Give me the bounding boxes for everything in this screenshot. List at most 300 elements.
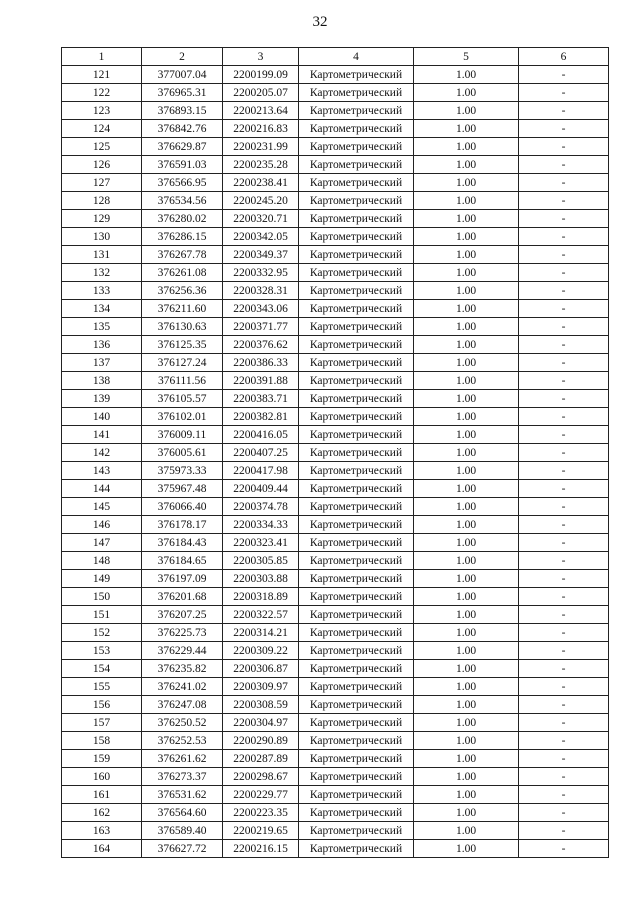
- header-cell-3: 3: [223, 48, 299, 66]
- y-coordinate-cell: 2200383.71: [223, 390, 299, 408]
- x-coordinate-cell: 376534.56: [142, 192, 223, 210]
- note-cell: -: [519, 732, 609, 750]
- table-row: [62, 228, 609, 246]
- method-cell: Картометрический: [299, 516, 414, 534]
- table-header: [62, 48, 609, 66]
- y-coordinate-cell: 2200303.88: [223, 570, 299, 588]
- accuracy-cell: 1.00: [414, 408, 519, 426]
- y-coordinate-cell: 2200374.78: [223, 498, 299, 516]
- note-cell: -: [519, 408, 609, 426]
- point-number-cell: 149: [62, 570, 142, 588]
- note-cell: -: [519, 534, 609, 552]
- accuracy-cell: 1.00: [414, 714, 519, 732]
- table-row: [62, 282, 609, 300]
- accuracy-cell: 1.00: [414, 660, 519, 678]
- method-cell: Картометрический: [299, 426, 414, 444]
- point-number-cell: 131: [62, 246, 142, 264]
- point-number-cell: 129: [62, 210, 142, 228]
- note-cell: -: [519, 660, 609, 678]
- point-number-cell: 151: [62, 606, 142, 624]
- method-cell: Картометрический: [299, 228, 414, 246]
- method-cell: Картометрический: [299, 606, 414, 624]
- x-coordinate-cell: 376184.65: [142, 552, 223, 570]
- note-cell: -: [519, 480, 609, 498]
- point-number-cell: 133: [62, 282, 142, 300]
- table-row: [62, 246, 609, 264]
- accuracy-cell: 1.00: [414, 84, 519, 102]
- x-coordinate-cell: 376842.76: [142, 120, 223, 138]
- note-cell: -: [519, 426, 609, 444]
- accuracy-cell: 1.00: [414, 624, 519, 642]
- point-number-cell: 154: [62, 660, 142, 678]
- method-cell: Картометрический: [299, 822, 414, 840]
- accuracy-cell: 1.00: [414, 678, 519, 696]
- x-coordinate-cell: 376125.35: [142, 336, 223, 354]
- point-number-cell: 150: [62, 588, 142, 606]
- note-cell: -: [519, 300, 609, 318]
- table-row: [62, 804, 609, 822]
- point-number-cell: 127: [62, 174, 142, 192]
- table-row: [62, 462, 609, 480]
- table-row: [62, 552, 609, 570]
- method-cell: Картометрический: [299, 264, 414, 282]
- point-number-cell: 144: [62, 480, 142, 498]
- method-cell: Картометрический: [299, 552, 414, 570]
- method-cell: Картометрический: [299, 372, 414, 390]
- table-body: [62, 66, 609, 858]
- x-coordinate-cell: 376207.25: [142, 606, 223, 624]
- point-number-cell: 146: [62, 516, 142, 534]
- x-coordinate-cell: 376111.56: [142, 372, 223, 390]
- x-coordinate-cell: 376252.53: [142, 732, 223, 750]
- accuracy-cell: 1.00: [414, 210, 519, 228]
- method-cell: Картометрический: [299, 732, 414, 750]
- method-cell: Картометрический: [299, 714, 414, 732]
- y-coordinate-cell: 2200235.28: [223, 156, 299, 174]
- y-coordinate-cell: 2200219.65: [223, 822, 299, 840]
- point-number-cell: 140: [62, 408, 142, 426]
- x-coordinate-cell: 376627.72: [142, 840, 223, 858]
- table-row: [62, 822, 609, 840]
- note-cell: -: [519, 66, 609, 84]
- method-cell: Картометрический: [299, 120, 414, 138]
- accuracy-cell: 1.00: [414, 534, 519, 552]
- point-number-cell: 145: [62, 498, 142, 516]
- header-row: [62, 48, 609, 66]
- table-row: [62, 156, 609, 174]
- accuracy-cell: 1.00: [414, 804, 519, 822]
- table-row: [62, 750, 609, 768]
- method-cell: Картометрический: [299, 246, 414, 264]
- point-number-cell: 143: [62, 462, 142, 480]
- method-cell: Картометрический: [299, 102, 414, 120]
- accuracy-cell: 1.00: [414, 426, 519, 444]
- point-number-cell: 137: [62, 354, 142, 372]
- note-cell: -: [519, 174, 609, 192]
- table-row: [62, 444, 609, 462]
- method-cell: Картометрический: [299, 498, 414, 516]
- table-row: [62, 300, 609, 318]
- y-coordinate-cell: 2200328.31: [223, 282, 299, 300]
- x-coordinate-cell: 376105.57: [142, 390, 223, 408]
- y-coordinate-cell: 2200216.83: [223, 120, 299, 138]
- accuracy-cell: 1.00: [414, 822, 519, 840]
- x-coordinate-cell: 376256.36: [142, 282, 223, 300]
- y-coordinate-cell: 2200308.59: [223, 696, 299, 714]
- accuracy-cell: 1.00: [414, 642, 519, 660]
- table-row: [62, 534, 609, 552]
- table-row: [62, 642, 609, 660]
- x-coordinate-cell: 376531.62: [142, 786, 223, 804]
- table-row: [62, 480, 609, 498]
- method-cell: Картометрический: [299, 624, 414, 642]
- accuracy-cell: 1.00: [414, 336, 519, 354]
- point-number-cell: 163: [62, 822, 142, 840]
- note-cell: -: [519, 678, 609, 696]
- x-coordinate-cell: 376280.02: [142, 210, 223, 228]
- method-cell: Картометрический: [299, 696, 414, 714]
- table-row: [62, 786, 609, 804]
- table-row: [62, 372, 609, 390]
- accuracy-cell: 1.00: [414, 372, 519, 390]
- note-cell: -: [519, 606, 609, 624]
- coordinates-table: [61, 47, 609, 858]
- point-number-cell: 157: [62, 714, 142, 732]
- accuracy-cell: 1.00: [414, 354, 519, 372]
- x-coordinate-cell: 376235.82: [142, 660, 223, 678]
- x-coordinate-cell: 376009.11: [142, 426, 223, 444]
- header-cell-6: 6: [519, 48, 609, 66]
- note-cell: -: [519, 336, 609, 354]
- method-cell: Картометрический: [299, 192, 414, 210]
- point-number-cell: 135: [62, 318, 142, 336]
- point-number-cell: 122: [62, 84, 142, 102]
- method-cell: Картометрический: [299, 282, 414, 300]
- x-coordinate-cell: 376130.63: [142, 318, 223, 336]
- note-cell: -: [519, 642, 609, 660]
- y-coordinate-cell: 2200199.09: [223, 66, 299, 84]
- note-cell: -: [519, 498, 609, 516]
- point-number-cell: 132: [62, 264, 142, 282]
- method-cell: Картометрический: [299, 588, 414, 606]
- x-coordinate-cell: 376247.08: [142, 696, 223, 714]
- accuracy-cell: 1.00: [414, 570, 519, 588]
- note-cell: -: [519, 210, 609, 228]
- y-coordinate-cell: 2200386.33: [223, 354, 299, 372]
- note-cell: -: [519, 714, 609, 732]
- y-coordinate-cell: 2200229.77: [223, 786, 299, 804]
- point-number-cell: 139: [62, 390, 142, 408]
- note-cell: -: [519, 264, 609, 282]
- y-coordinate-cell: 2200342.05: [223, 228, 299, 246]
- table-row: [62, 516, 609, 534]
- table-row: [62, 210, 609, 228]
- point-number-cell: 124: [62, 120, 142, 138]
- y-coordinate-cell: 2200245.20: [223, 192, 299, 210]
- note-cell: -: [519, 282, 609, 300]
- x-coordinate-cell: 376273.37: [142, 768, 223, 786]
- x-coordinate-cell: 376201.68: [142, 588, 223, 606]
- note-cell: -: [519, 354, 609, 372]
- table-row: [62, 390, 609, 408]
- y-coordinate-cell: 2200318.89: [223, 588, 299, 606]
- note-cell: -: [519, 588, 609, 606]
- table-row: [62, 660, 609, 678]
- y-coordinate-cell: 2200205.07: [223, 84, 299, 102]
- accuracy-cell: 1.00: [414, 282, 519, 300]
- note-cell: -: [519, 570, 609, 588]
- accuracy-cell: 1.00: [414, 102, 519, 120]
- table-row: [62, 102, 609, 120]
- note-cell: -: [519, 516, 609, 534]
- point-number-cell: 136: [62, 336, 142, 354]
- y-coordinate-cell: 2200216.15: [223, 840, 299, 858]
- accuracy-cell: 1.00: [414, 480, 519, 498]
- point-number-cell: 138: [62, 372, 142, 390]
- point-number-cell: 126: [62, 156, 142, 174]
- method-cell: Картометрический: [299, 66, 414, 84]
- y-coordinate-cell: 2200309.97: [223, 678, 299, 696]
- point-number-cell: 153: [62, 642, 142, 660]
- table-row: [62, 840, 609, 858]
- accuracy-cell: 1.00: [414, 192, 519, 210]
- y-coordinate-cell: 2200238.41: [223, 174, 299, 192]
- method-cell: Картометрический: [299, 462, 414, 480]
- point-number-cell: 159: [62, 750, 142, 768]
- x-coordinate-cell: 376184.43: [142, 534, 223, 552]
- accuracy-cell: 1.00: [414, 264, 519, 282]
- y-coordinate-cell: 2200231.99: [223, 138, 299, 156]
- accuracy-cell: 1.00: [414, 552, 519, 570]
- y-coordinate-cell: 2200409.44: [223, 480, 299, 498]
- table-row: [62, 498, 609, 516]
- x-coordinate-cell: 376127.24: [142, 354, 223, 372]
- y-coordinate-cell: 2200334.33: [223, 516, 299, 534]
- point-number-cell: 128: [62, 192, 142, 210]
- point-number-cell: 162: [62, 804, 142, 822]
- table-row: [62, 354, 609, 372]
- x-coordinate-cell: 375967.48: [142, 480, 223, 498]
- x-coordinate-cell: 376066.40: [142, 498, 223, 516]
- x-coordinate-cell: 376250.52: [142, 714, 223, 732]
- point-number-cell: 125: [62, 138, 142, 156]
- y-coordinate-cell: 2200320.71: [223, 210, 299, 228]
- accuracy-cell: 1.00: [414, 786, 519, 804]
- x-coordinate-cell: 376211.60: [142, 300, 223, 318]
- y-coordinate-cell: 2200213.64: [223, 102, 299, 120]
- table-row: [62, 120, 609, 138]
- note-cell: -: [519, 318, 609, 336]
- accuracy-cell: 1.00: [414, 300, 519, 318]
- note-cell: -: [519, 696, 609, 714]
- table-row: [62, 588, 609, 606]
- x-coordinate-cell: 376566.95: [142, 174, 223, 192]
- accuracy-cell: 1.00: [414, 246, 519, 264]
- header-cell-4: 4: [299, 48, 414, 66]
- point-number-cell: 147: [62, 534, 142, 552]
- note-cell: -: [519, 768, 609, 786]
- method-cell: Картометрический: [299, 300, 414, 318]
- y-coordinate-cell: 2200290.89: [223, 732, 299, 750]
- point-number-cell: 164: [62, 840, 142, 858]
- y-coordinate-cell: 2200343.06: [223, 300, 299, 318]
- method-cell: Картометрический: [299, 642, 414, 660]
- note-cell: -: [519, 624, 609, 642]
- x-coordinate-cell: 375973.33: [142, 462, 223, 480]
- accuracy-cell: 1.00: [414, 318, 519, 336]
- point-number-cell: 141: [62, 426, 142, 444]
- x-coordinate-cell: 376893.15: [142, 102, 223, 120]
- x-coordinate-cell: 376564.60: [142, 804, 223, 822]
- accuracy-cell: 1.00: [414, 390, 519, 408]
- x-coordinate-cell: 376629.87: [142, 138, 223, 156]
- table-row: [62, 66, 609, 84]
- accuracy-cell: 1.00: [414, 120, 519, 138]
- y-coordinate-cell: 2200407.25: [223, 444, 299, 462]
- accuracy-cell: 1.00: [414, 606, 519, 624]
- point-number-cell: 158: [62, 732, 142, 750]
- table-row: [62, 264, 609, 282]
- accuracy-cell: 1.00: [414, 750, 519, 768]
- accuracy-cell: 1.00: [414, 444, 519, 462]
- table-row: [62, 138, 609, 156]
- y-coordinate-cell: 2200322.57: [223, 606, 299, 624]
- x-coordinate-cell: 376229.44: [142, 642, 223, 660]
- x-coordinate-cell: 376102.01: [142, 408, 223, 426]
- table-row: [62, 84, 609, 102]
- accuracy-cell: 1.00: [414, 462, 519, 480]
- y-coordinate-cell: 2200417.98: [223, 462, 299, 480]
- method-cell: Картометрический: [299, 570, 414, 588]
- note-cell: -: [519, 246, 609, 264]
- y-coordinate-cell: 2200376.62: [223, 336, 299, 354]
- accuracy-cell: 1.00: [414, 66, 519, 84]
- point-number-cell: 121: [62, 66, 142, 84]
- method-cell: Картометрический: [299, 678, 414, 696]
- point-number-cell: 123: [62, 102, 142, 120]
- table-row: [62, 318, 609, 336]
- header-cell-2: 2: [142, 48, 223, 66]
- method-cell: Картометрический: [299, 318, 414, 336]
- y-coordinate-cell: 2200323.41: [223, 534, 299, 552]
- note-cell: -: [519, 786, 609, 804]
- table-row: [62, 768, 609, 786]
- x-coordinate-cell: 376965.31: [142, 84, 223, 102]
- note-cell: -: [519, 156, 609, 174]
- y-coordinate-cell: 2200305.85: [223, 552, 299, 570]
- x-coordinate-cell: 376241.02: [142, 678, 223, 696]
- method-cell: Картометрический: [299, 210, 414, 228]
- x-coordinate-cell: 376005.61: [142, 444, 223, 462]
- y-coordinate-cell: 2200371.77: [223, 318, 299, 336]
- x-coordinate-cell: 376197.09: [142, 570, 223, 588]
- x-coordinate-cell: 377007.04: [142, 66, 223, 84]
- point-number-cell: 148: [62, 552, 142, 570]
- note-cell: -: [519, 120, 609, 138]
- table-row: [62, 426, 609, 444]
- x-coordinate-cell: 376589.40: [142, 822, 223, 840]
- accuracy-cell: 1.00: [414, 138, 519, 156]
- point-number-cell: 161: [62, 786, 142, 804]
- table-row: [62, 678, 609, 696]
- accuracy-cell: 1.00: [414, 696, 519, 714]
- accuracy-cell: 1.00: [414, 588, 519, 606]
- table-row: [62, 714, 609, 732]
- point-number-cell: 152: [62, 624, 142, 642]
- note-cell: -: [519, 390, 609, 408]
- accuracy-cell: 1.00: [414, 498, 519, 516]
- point-number-cell: 156: [62, 696, 142, 714]
- table-row: [62, 336, 609, 354]
- note-cell: -: [519, 552, 609, 570]
- y-coordinate-cell: 2200298.67: [223, 768, 299, 786]
- note-cell: -: [519, 462, 609, 480]
- y-coordinate-cell: 2200349.37: [223, 246, 299, 264]
- y-coordinate-cell: 2200306.87: [223, 660, 299, 678]
- method-cell: Картометрический: [299, 750, 414, 768]
- note-cell: -: [519, 822, 609, 840]
- header-cell-1: 1: [62, 48, 142, 66]
- x-coordinate-cell: 376261.08: [142, 264, 223, 282]
- method-cell: Картометрический: [299, 390, 414, 408]
- point-number-cell: 155: [62, 678, 142, 696]
- y-coordinate-cell: 2200287.89: [223, 750, 299, 768]
- note-cell: -: [519, 138, 609, 156]
- y-coordinate-cell: 2200314.21: [223, 624, 299, 642]
- x-coordinate-cell: 376225.73: [142, 624, 223, 642]
- accuracy-cell: 1.00: [414, 840, 519, 858]
- page-number: 32: [312, 14, 328, 30]
- note-cell: -: [519, 750, 609, 768]
- x-coordinate-cell: 376261.62: [142, 750, 223, 768]
- note-cell: -: [519, 102, 609, 120]
- accuracy-cell: 1.00: [414, 156, 519, 174]
- point-number-cell: 130: [62, 228, 142, 246]
- y-coordinate-cell: 2200332.95: [223, 264, 299, 282]
- method-cell: Картометрический: [299, 786, 414, 804]
- accuracy-cell: 1.00: [414, 228, 519, 246]
- method-cell: Картометрический: [299, 408, 414, 426]
- header-cell-5: 5: [414, 48, 519, 66]
- x-coordinate-cell: 376267.78: [142, 246, 223, 264]
- method-cell: Картометрический: [299, 768, 414, 786]
- method-cell: Картометрический: [299, 444, 414, 462]
- method-cell: Картометрический: [299, 336, 414, 354]
- note-cell: -: [519, 444, 609, 462]
- table-row: [62, 732, 609, 750]
- accuracy-cell: 1.00: [414, 516, 519, 534]
- accuracy-cell: 1.00: [414, 174, 519, 192]
- table-row: [62, 606, 609, 624]
- note-cell: -: [519, 192, 609, 210]
- table-row: [62, 624, 609, 642]
- table-row: [62, 696, 609, 714]
- method-cell: Картометрический: [299, 534, 414, 552]
- table-row: [62, 570, 609, 588]
- y-coordinate-cell: 2200391.88: [223, 372, 299, 390]
- note-cell: -: [519, 840, 609, 858]
- method-cell: Картометрический: [299, 480, 414, 498]
- method-cell: Картометрический: [299, 840, 414, 858]
- point-number-cell: 134: [62, 300, 142, 318]
- y-coordinate-cell: 2200416.05: [223, 426, 299, 444]
- method-cell: Картометрический: [299, 174, 414, 192]
- note-cell: -: [519, 372, 609, 390]
- point-number-cell: 160: [62, 768, 142, 786]
- method-cell: Картометрический: [299, 84, 414, 102]
- y-coordinate-cell: 2200304.97: [223, 714, 299, 732]
- point-number-cell: 142: [62, 444, 142, 462]
